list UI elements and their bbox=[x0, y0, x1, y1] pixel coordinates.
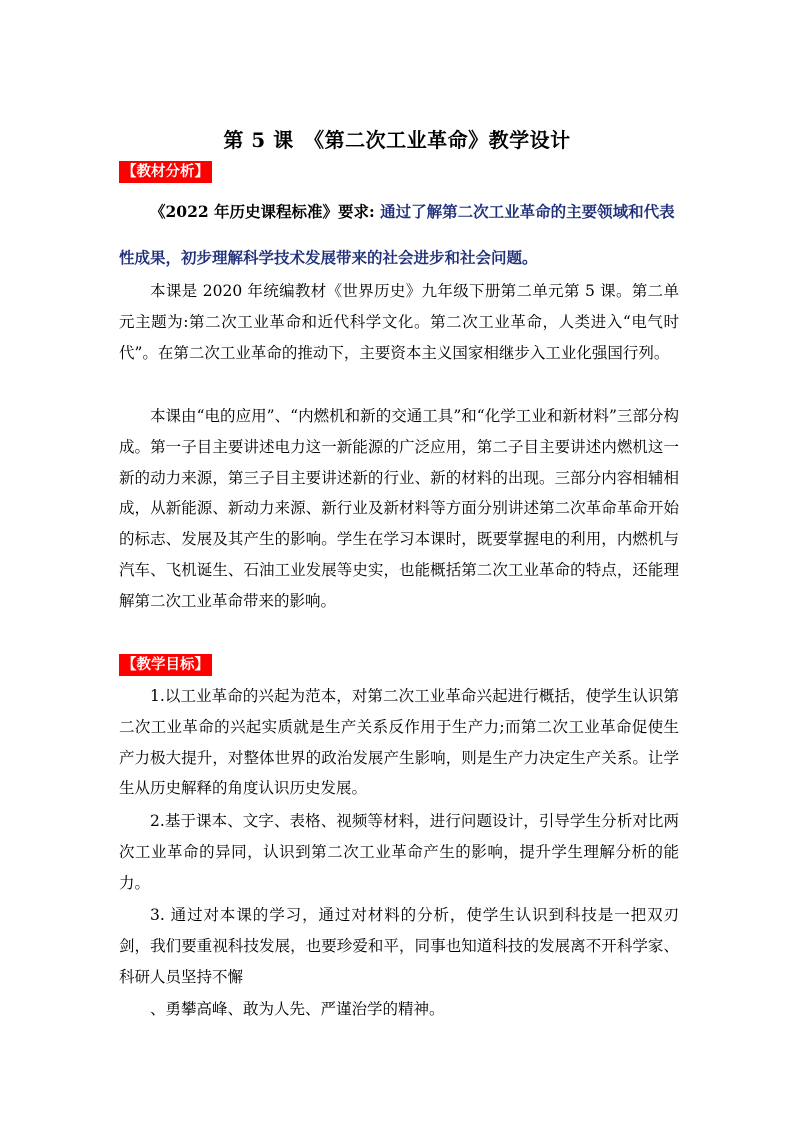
page-title: 第 5 课 《第二次工业革命》教学设计 bbox=[223, 128, 571, 152]
analysis-paragraph-1: 本课是 2020 年统编教材《世界历史》九年级下册第二单元第 5 课。第二单元主题为:第二次工业革命和近代科学文化。第二次工业革命，人类进入“电气时代”。在第二次工业革命的推动下，主要资本主义国家相继步入工业化强国行列。 bbox=[119, 282, 679, 362]
goal-3-continuation: 、勇攀高峰、敢为人先、严谨治学的精神。 bbox=[150, 1000, 445, 1018]
goal-3: 3. 通过对本课的学习，通过对材料的分析，使学生认识到科技是一把双刃剑，我们要重视科技发展，也要珍爱和平，同事也知道科技的发展离不开科学家、科研人员坚持不懈 bbox=[119, 906, 679, 986]
goal-1: 1.以工业革命的兴起为范本，对第二次工业革命兴起进行概括，使学生认识第二次工业革命的兴起实质就是生产关系反作用于生产力;而第二次工业革命促使生产力极大提升，对整体世界的政治发展产生影响，则是生产力决定生产关系。让学生从历史解释的角度认识历史发展。 bbox=[119, 687, 679, 798]
standard-prefix: 《2022 年历史课程标准》要求: bbox=[150, 202, 381, 221]
section-tag-analysis: 【教材分析】 bbox=[119, 161, 212, 183]
curriculum-standard bbox=[119, 189, 679, 281]
goal-2: 2.基于课本、文字、表格、视频等材料，进行问题设计，引导学生分析对比两次工业革命的异同，认识到第二次工业革命产生的影响，提升学生理解分析的能力。 bbox=[119, 812, 679, 892]
section-tag-goals: 【教学目标】 bbox=[119, 654, 212, 676]
standard-requirement: 通过了解第二次工业革命的主要领域和代表性成果，初步理解科学技术发展带来的社会进步和社会问题。 bbox=[119, 203, 675, 267]
analysis-paragraph-2: 本课由“电的应用”、“内燃机和新的交通工具”和“化学工业和新材料”三部分构成。第一子目主要讲述电力这一新能源的广泛应用，第二子目主要讲述内燃机这一新的动力来源，第三子目主要讲述新的行业、新的材料的出现。三部分内容相辅相成，从新能源、新动力来源、新行业及新材料等方面分别讲述第二次革命革命开始的标志、发展及其产生的影响。学生在学习本课时，既要掌握电的利用，内燃机与汽车、飞机诞生、石油工业发展等史实，也能概括第二次工业革命的特点，还能理解第二次工业革命带来的影响。 bbox=[119, 407, 679, 610]
